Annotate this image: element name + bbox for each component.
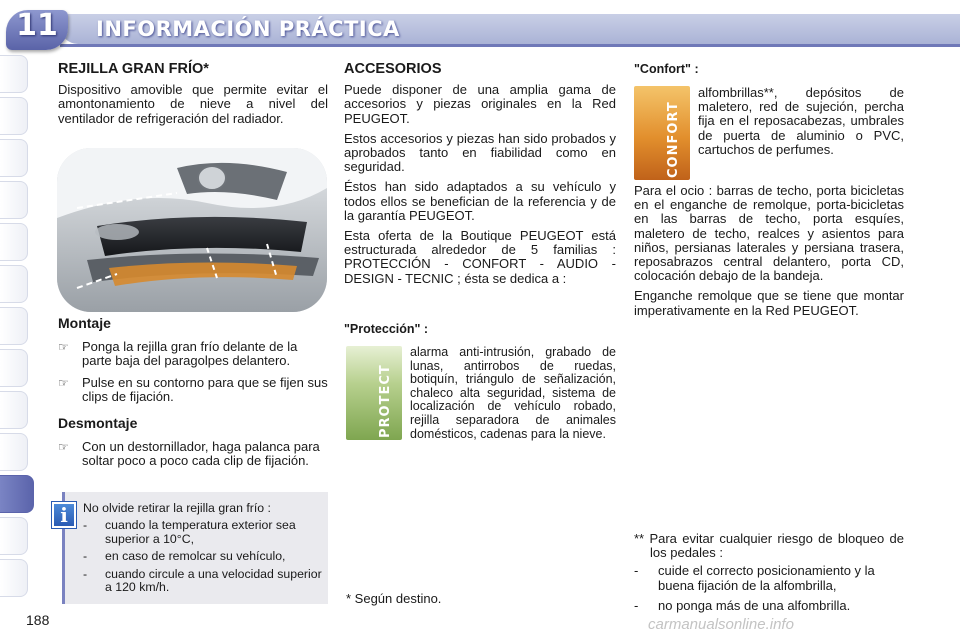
edge-tab[interactable] [0,307,28,345]
section-title-accesorios: ACCESORIOS [344,61,442,77]
list-item [58,340,328,368]
montaje-heading: Montaje [58,315,111,331]
proteccion-text-block [410,346,616,447]
page-header [0,0,960,48]
list-item [58,440,328,468]
desmontaje-heading: Desmontaje [58,415,138,432]
accesorios-paragraph-3: Éstos han sido adaptados a su vehículo y todos ellos se benefician de la referencia y de la garantía PEUGEOT. [344,179,616,223]
proteccion-text: alarma anti-intrusión, grabado de lunas, antirrobos de ruedas, botiquín, triángulo de señalización, chaleco alta seguridad, sistema de localización de vehículo robado, rejilla separadora de animales domésticos, cadenas para la nieve. [410,345,616,441]
edge-tab[interactable] [0,433,28,471]
confort-text-block [698,86,904,163]
page-number: 188 [26,612,50,628]
left-column [58,62,328,132]
edge-tab[interactable] [0,349,28,387]
accesorios-paragraph-1: Puede disponer de una amplia gama de accesorios y piezas originales en la Red PEUGEOT. [344,82,616,126]
info-box [62,492,328,604]
watermark: carmanualsonline.info [648,616,794,633]
edge-tab[interactable] [0,559,28,597]
list-item [58,376,328,404]
accesorios-paragraph-2: Estos accesorios y piezas han sido probados y aprobados tanto en fiabilidad como en seguridad. [344,130,616,175]
dash-bullet: - [83,518,88,533]
pointing-hand-icon: ☞ [58,375,69,390]
info-item-3: cuando circule a una velocidad superior a 120 km/h. [105,566,322,595]
info-box-intro: No olvide retirar la rejilla gran frío : [83,501,271,515]
rejilla-intro: Dispositivo amovible que permite evitar el amontonamiento de nieve a nivel del ventilador de refrigeración del radiador. [58,82,328,126]
edge-tab[interactable] [0,139,28,177]
pointing-hand-icon: ☞ [58,440,69,455]
confort-badge [634,86,690,180]
montaje-section [58,316,328,476]
chapter-edge-tabs [0,55,34,585]
dash-bullet: - [634,563,639,579]
right-column [634,184,904,324]
edge-tab[interactable] [0,517,28,555]
middle-column [344,62,616,292]
section-title-rejilla: REJILLA GRAN FRÍO* [58,61,209,77]
footnote-alfombrillas [634,532,904,613]
montaje-step-1: Ponga la rejilla gran frío delante de la parte baja del paragolpes delantero. [82,339,298,369]
info-item-2: en caso de remolcar su vehículo, [105,549,286,564]
car-front-illustration [57,148,327,312]
edge-tab[interactable] [0,223,28,261]
edge-tab[interactable] [0,391,28,429]
dash-bullet: - [634,597,639,613]
info-item-1: cuando la temperatura exterior sea superior a 10°C, [105,518,296,546]
protect-badge-label: PROTECT [378,364,393,438]
edge-tab[interactable] [0,181,28,219]
footnote-destino: * Según destino. [346,591,442,606]
list-item [83,568,323,595]
info-icon: i [52,502,76,528]
footnote-intro: ** Para evitar cualquier riesgo de bloqueo de los pedales : [634,531,904,561]
edge-tab[interactable] [0,265,28,303]
accesorios-paragraph-4: Esta oferta de la Boutique PEUGEOT está estructurada alrededor de 5 familias : PROTECCIÓN - CONFORT - AUDIO - DESIGN - TECNIC ; ésta se dedica a : [344,228,616,286]
confort-text: alfombrillas**, depósitos de maletero, red de sujeción, percha fija en el reposacabezas, umbrales de puerta de aluminio o PVC, cartuchos de perfumes. [698,85,904,157]
edge-tab[interactable] [0,55,28,93]
protect-badge [346,346,402,440]
proteccion-section [344,322,616,336]
footnote-item-1: cuide el correcto posicionamiento y la buena fijación de la alfombrilla, [658,563,875,593]
dash-bullet: - [83,549,88,564]
desmontaje-step-1: Con un destornillador, haga palanca para soltar poco a poco cada clip de fijación. [82,439,320,469]
page-title: INFORMACIÓN PRÁCTICA [96,17,400,41]
car-grille-photo [57,148,327,312]
confort-badge-label: CONFORT [666,101,681,178]
edge-tab[interactable] [0,97,28,135]
list-item [634,599,904,613]
confort-heading: "Confort" : [634,62,699,76]
edge-tab-active[interactable] [0,475,34,513]
info-box-content [83,502,323,594]
proteccion-heading: "Protección" : [344,322,429,336]
list-item [83,519,323,546]
ocio-paragraph: Para el ocio : barras de techo, porta bicicletas en el enganche de remolque, porta-bicicletas en las barras de techo, porta esquíes, maletero de techo, realces y asientos para niños, persianas laterales y persiana trasera, reposabrazos central delantero, porta CD, colocación debajo de la bandeja. [634,183,904,284]
footnote-item-2: no ponga más de una alfombrilla. [658,597,851,613]
enganche-paragraph: Enganche remolque que se tiene que montar imperativamente en la Red PEUGEOT. [634,288,904,318]
list-item [634,564,904,592]
pointing-hand-icon: ☞ [58,340,69,355]
header-rule [60,44,960,47]
list-item [83,550,323,563]
montaje-step-2: Pulse en su contorno para que se fijen sus clips de fijación. [82,374,328,404]
chapter-number: 11 [16,8,58,43]
confort-section [634,62,904,76]
dash-bullet: - [83,566,88,581]
